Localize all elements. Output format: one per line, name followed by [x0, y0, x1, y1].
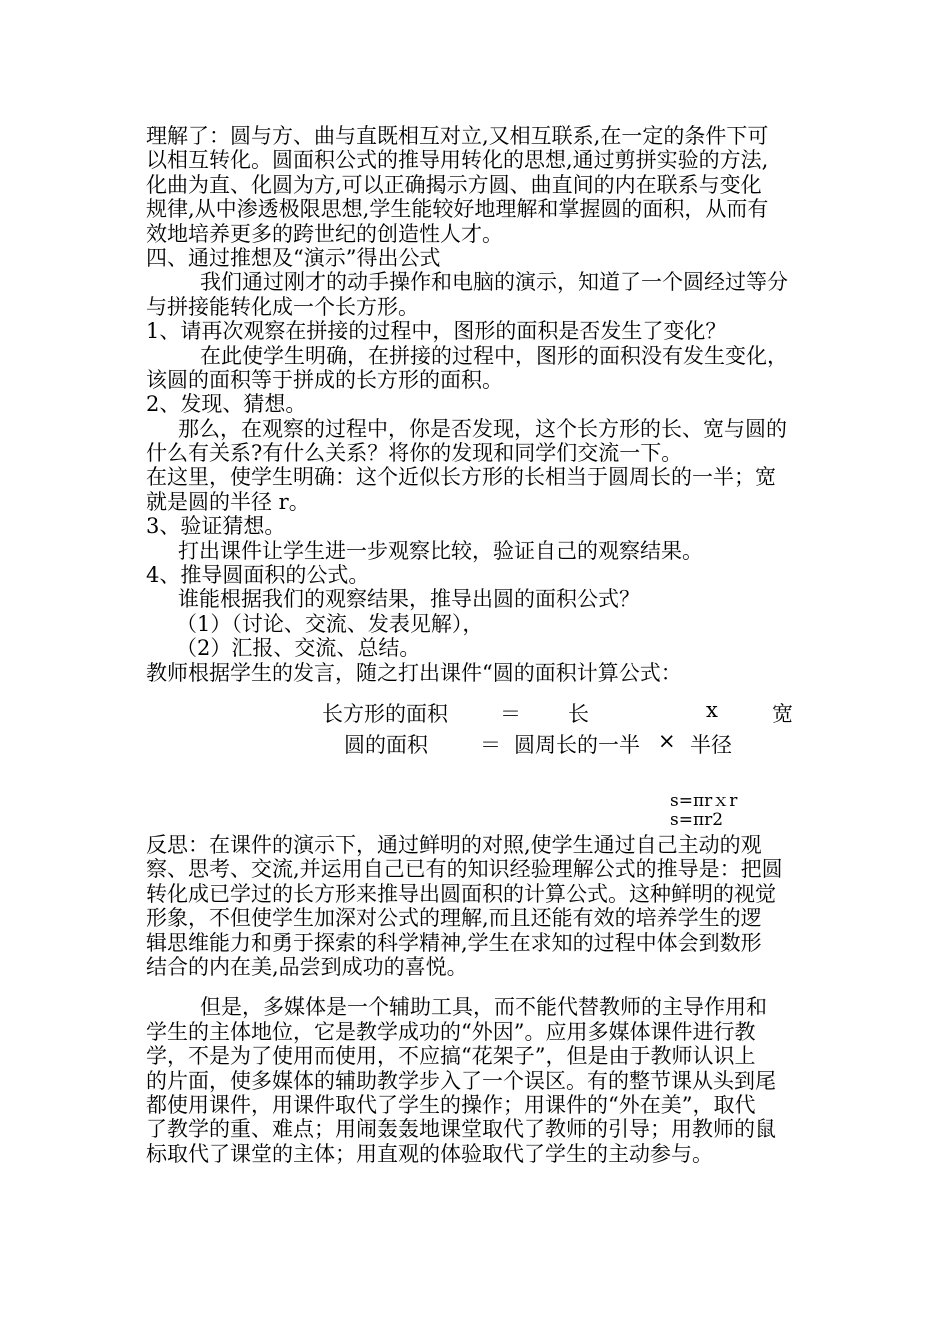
formula-rect-length: 长	[568, 702, 589, 726]
step2-body-line: 那么，在观察的过程中，你是否发现，这个长方形的长、宽与圆的	[178, 416, 787, 441]
intro-paragraph-line: 以相互转化。圆面积公式的推导用转化的思想,通过剪拼实验的方法,	[146, 148, 769, 173]
step2-body-line: 什么有关系?有什么关系？将你的发现和同学们交流一下。	[146, 441, 683, 466]
step2-title: 2、发现、猜想。	[146, 392, 307, 417]
step4-title: 4、推导圆面积的公式。	[146, 563, 370, 588]
step1-title: 1、请再次观察在拼接的过程中，图形的面积是否发生了变化？	[146, 319, 727, 344]
reflection-line: 察、思考、交流,并运用自己已有的知识经验理解公式的推导是：把圆	[146, 857, 783, 882]
intro-paragraph-line: 理解了：圆与方、曲与直既相互对立,又相互联系,在一定的条件下可	[146, 124, 769, 148]
step3-body: 打出课件让学生进一步观察比较，验证自己的观察结果。	[178, 538, 703, 563]
reflection-line: 反思：在课件的演示下，通过鲜明的对照,使学生通过自己主动的观	[146, 833, 762, 857]
formula-rect-left: 长方形的面积	[322, 702, 448, 726]
intro-paragraph-line: 规律,从中渗透极限思想,学生能较好地理解和掌握圆的面积，从而有	[146, 197, 769, 222]
closing-paragraph-line: 学，不是为了使用而使用，不应搞“花架子”，但是由于教师认识上	[146, 1044, 756, 1069]
step2-note-line: 在这里，使学生明确：这个近似长方形的长相当于圆周长的一半；宽	[146, 465, 776, 490]
closing-paragraph-line: 标取代了课堂的主体；用直观的体验取代了学生的主动参与。	[146, 1141, 713, 1166]
step4-item-1: （1）（讨论、交流、发表见解），	[176, 611, 484, 636]
formula-circle-radius: 半径	[690, 733, 732, 757]
formula-s-pi-r-r: s=πrｘr	[670, 791, 738, 811]
formula-circle-equals: ＝	[480, 733, 501, 757]
reflection-line: 结合的内在美,品尝到成功的喜悦。	[146, 954, 468, 979]
closing-paragraph-line: 但是，多媒体是一个辅助工具，而不能代替教师的主导作用和	[200, 995, 767, 1020]
step4-item-2: （2）汇报、交流、总结。	[176, 636, 421, 661]
step1-body-line: 该圆的面积等于拼成的长方形的面积。	[146, 367, 503, 392]
closing-paragraph-line: 都使用课件，用课件取代了学生的操作；用课件的“外在美”，取代	[146, 1092, 756, 1117]
lower-text-block	[146, 833, 814, 1166]
reflection-line: 形象，不但使学生加深对公式的理解,而且还能有效的培养学生的逻	[146, 906, 762, 931]
intro-paragraph-line: 效地培养更多的跨世纪的创造性人才。	[146, 221, 503, 246]
formula-rect-width: 宽	[772, 702, 793, 726]
upper-text-block	[146, 124, 814, 685]
step2-note-line: 就是圆的半径 r。	[146, 489, 310, 514]
formula-rect-times: x	[706, 698, 718, 722]
teacher-line: 教师根据学生的发言，随之打出课件“圆的面积计算公式：	[146, 660, 682, 685]
step1-body-line: 在此使学生明确，在拼接的过程中，图形的面积没有发生变化，	[200, 343, 788, 368]
intro-paragraph-line: 化曲为直、化圆为方,可以正确揭示方圆、曲直间的内在联系与变化	[146, 172, 762, 197]
reflection-line: 辑思维能力和勇于探索的科学精神,学生在求知的过程中体会到数形	[146, 930, 762, 955]
formula-rect-equals: ＝	[500, 702, 521, 726]
formula-circle-times: ×	[658, 729, 676, 753]
section4-heading: 四、通过推想及“演示”得出公式	[146, 245, 441, 270]
formula-s-pi-r-squared: s=πr2	[670, 810, 724, 830]
section4-intro-line: 与拼接能转化成一个长方形。	[146, 294, 419, 319]
step4-question: 谁能根据我们的观察结果，推导出圆的面积公式？	[178, 587, 640, 612]
closing-paragraph-line: 了教学的重、难点；用闹轰轰地课堂取代了教师的引导；用教师的鼠	[146, 1117, 776, 1142]
closing-paragraph-line: 学生的主体地位，它是教学成功的“外因”。应用多媒体课件进行教	[146, 1019, 756, 1044]
reflection-line: 转化成已学过的长方形来推导出圆面积的计算公式。这种鲜明的视觉	[146, 881, 776, 906]
formula-circle-left: 圆的面积	[344, 733, 428, 757]
formula-circle-half-circumference: 圆周长的一半	[514, 733, 640, 757]
paragraph-spacer	[146, 979, 814, 995]
section4-intro-line: 我们通过刚才的动手操作和电脑的演示，知道了一个圆经过等分	[200, 270, 788, 295]
closing-paragraph-line: 的片面，使多媒体的辅助教学步入了一个误区。有的整节课从头到尾	[146, 1068, 776, 1093]
step3-title: 3、验证猜想。	[146, 514, 286, 539]
